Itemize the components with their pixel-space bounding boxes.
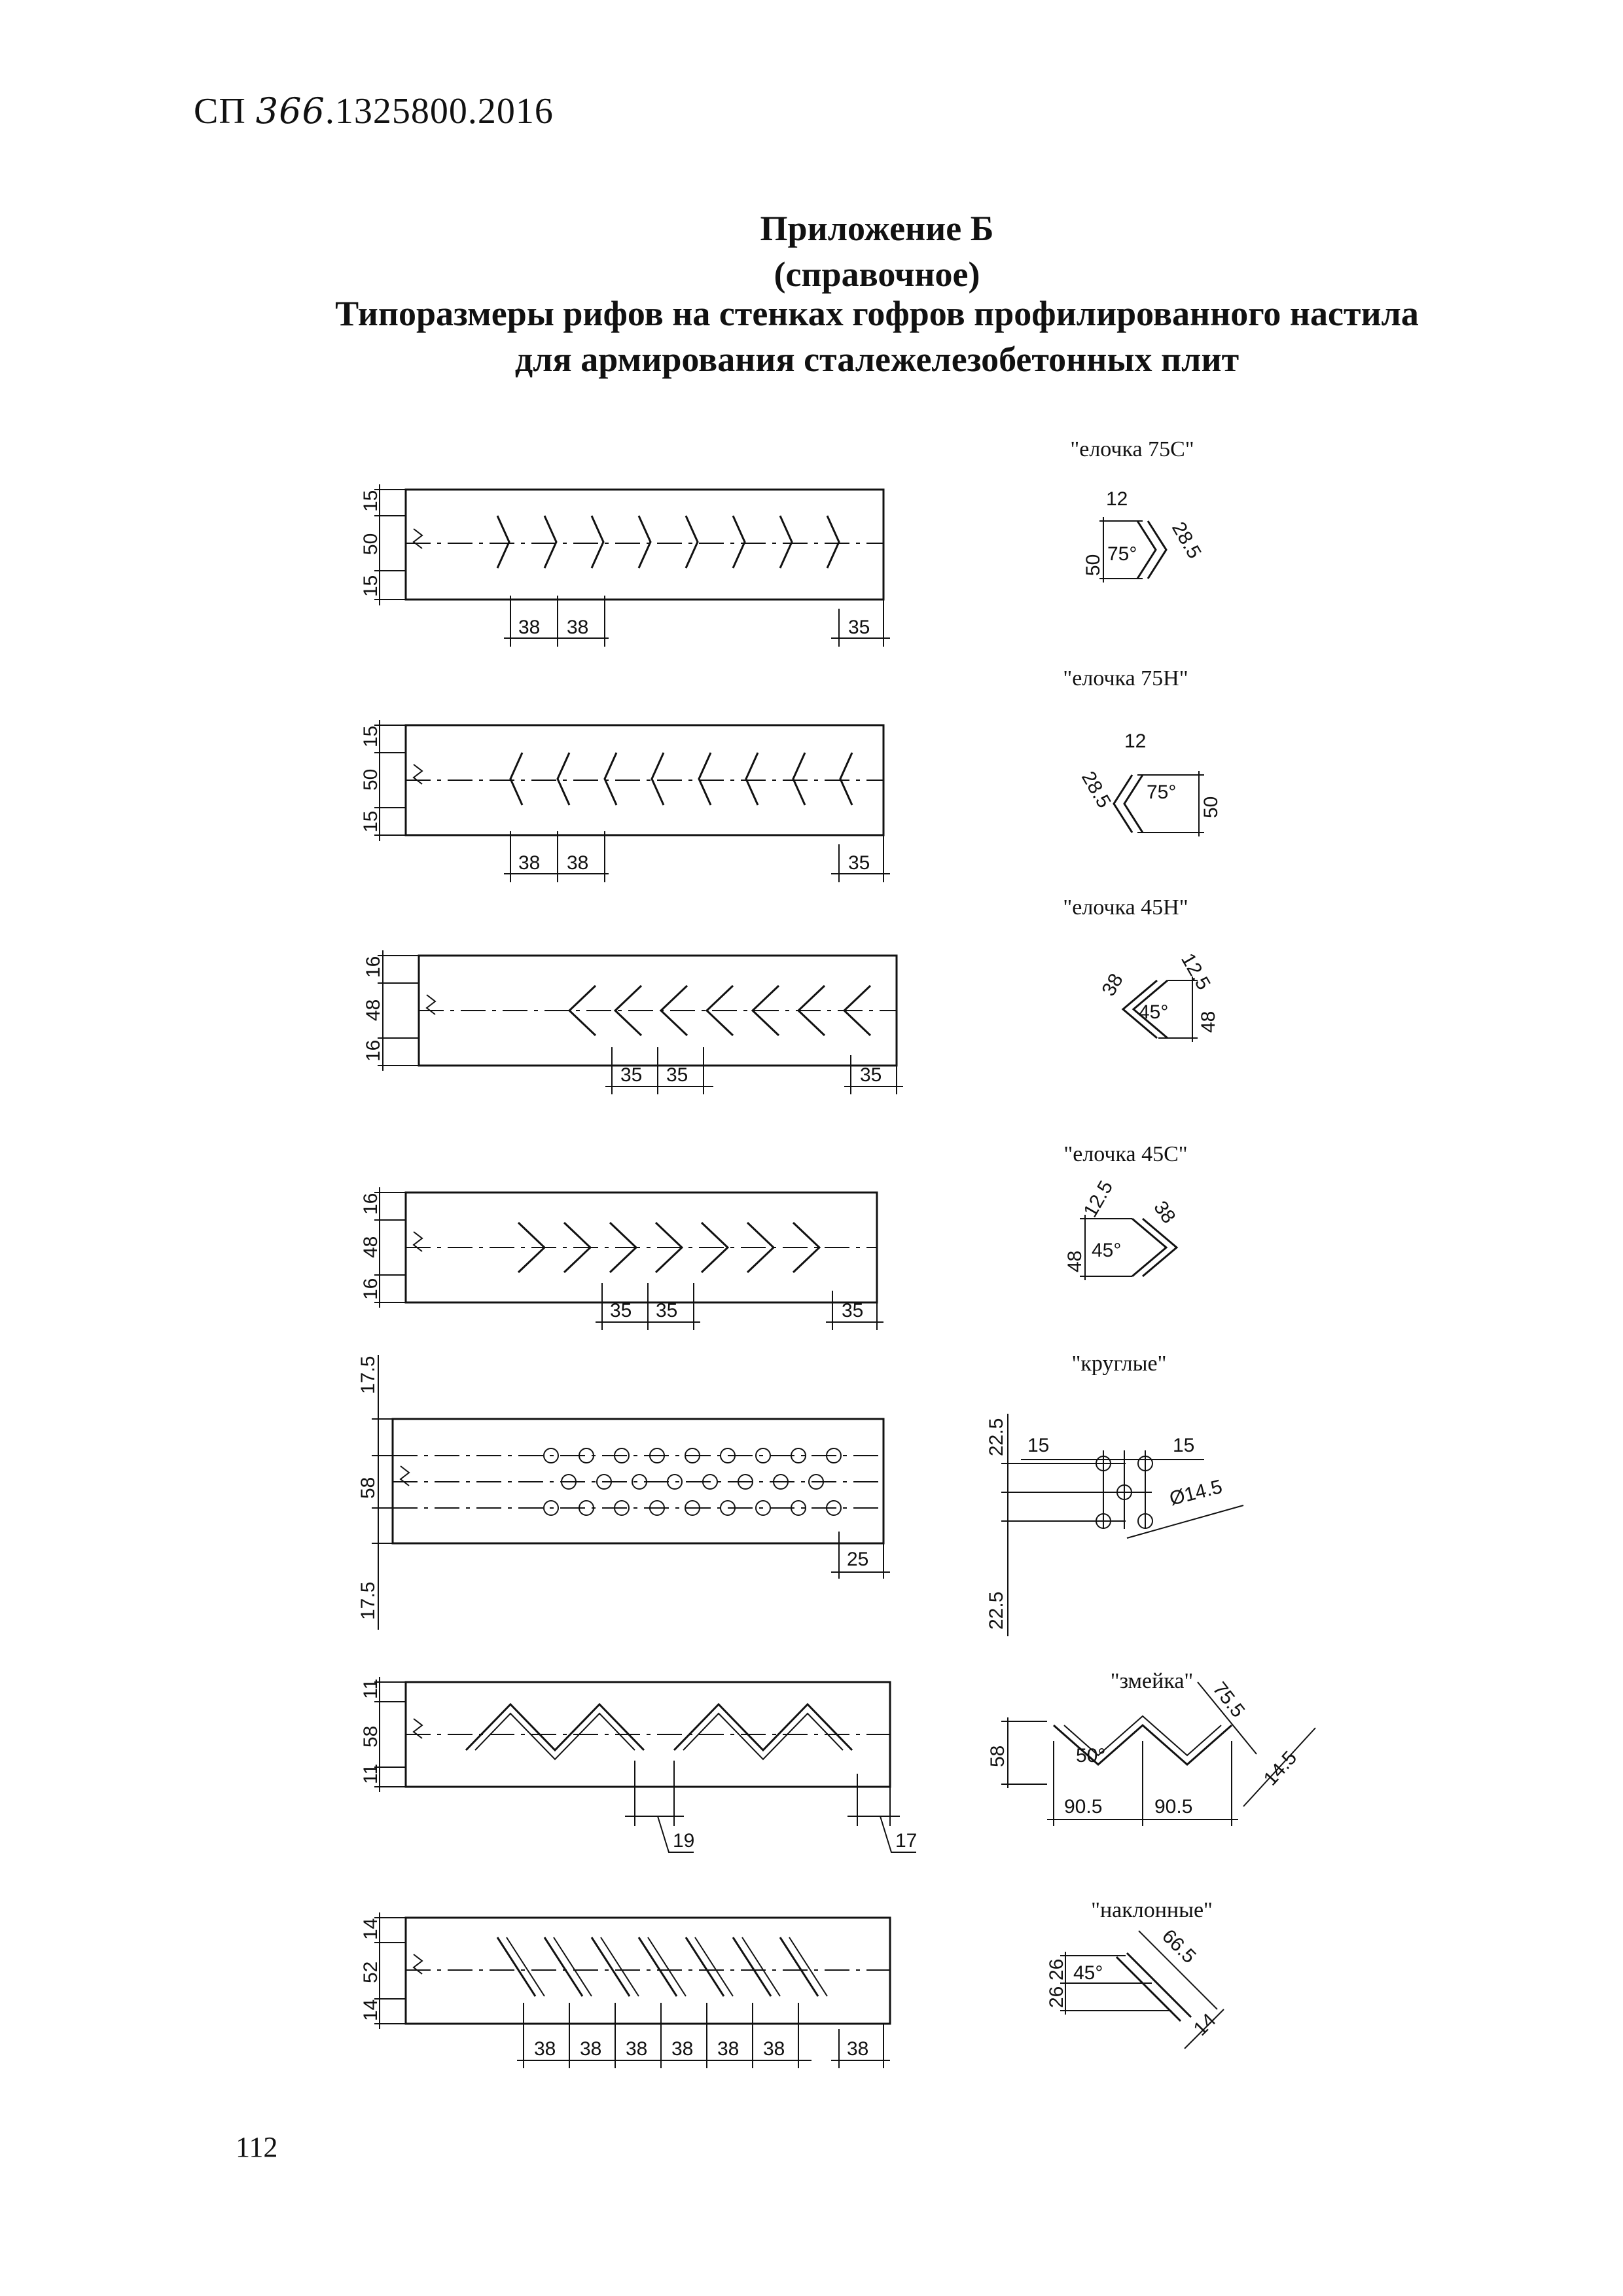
appendix-heading-line2: для армирования сталежелезобетонных плит	[514, 340, 1240, 379]
dim-bottom-4: 38	[671, 2038, 694, 2060]
dim-left-top: 17.5	[357, 1355, 379, 1394]
slant-rib	[497, 1937, 535, 1996]
dim-bottom-2: 17	[895, 1830, 918, 1852]
detail-angle: 50°	[1076, 1745, 1106, 1767]
leader-line	[1127, 1505, 1243, 1538]
dim-left-mid: 48	[360, 1236, 382, 1258]
hole	[668, 1475, 682, 1489]
detail-dim-left: 15	[1027, 1435, 1050, 1456]
break-mark	[427, 995, 435, 1014]
detail-dim-height: 58	[987, 1745, 1008, 1767]
rib	[592, 516, 603, 568]
page-number: 112	[236, 2131, 278, 2163]
slant-rib	[639, 1937, 677, 1996]
slant-rib	[544, 1937, 582, 1996]
detail-dim-length: 28.5	[1077, 768, 1115, 812]
detail-dim-width: 12.5	[1079, 1177, 1118, 1221]
detail-dim-height: 48	[1064, 1250, 1086, 1272]
dim-left-mid: 58	[357, 1477, 379, 1499]
detail-dim-width: 12.5	[1176, 950, 1215, 994]
dim-bottom-5: 38	[717, 2038, 740, 2060]
rib	[793, 753, 805, 805]
dim-left-bot: 11	[360, 1763, 382, 1784]
detail-dim-length: 38	[1149, 1197, 1180, 1228]
slant-rib	[592, 1937, 630, 1996]
dim-left-mid: 48	[363, 999, 384, 1021]
slant-ribs	[497, 1937, 827, 1996]
detail-type-1	[1082, 488, 1205, 583]
drawing-type-2	[360, 720, 1222, 882]
appendix-heading-line1: Типоразмеры рифов на стенках гофров профилированного настила	[335, 294, 1419, 333]
drawing-type-7	[360, 1912, 1224, 2068]
dim-bottom-2: 35	[656, 1300, 678, 1321]
drawing-type-1	[360, 484, 1205, 647]
dim-bottom-3: 35	[848, 852, 870, 874]
rib	[639, 516, 651, 568]
dim-left-mid: 52	[360, 1961, 382, 1983]
detail-type-7	[1046, 1926, 1224, 2049]
caption-type-4: "елочка 45С"	[1063, 1142, 1188, 1166]
detail-rib	[1148, 521, 1166, 579]
dim-left-top: 16	[360, 1193, 382, 1215]
plate-outline	[406, 725, 883, 835]
detail-rib	[1132, 1219, 1166, 1276]
rib	[746, 753, 758, 805]
dim-bottom-1: 38	[518, 852, 541, 874]
break-mark	[401, 1466, 409, 1486]
detail-dim-pitch-2: 90.5	[1154, 1796, 1193, 1818]
detail-dim-pitch-1: 90.5	[1064, 1796, 1103, 1818]
appendix-subtitle: (справочное)	[774, 255, 980, 294]
detail-angle: 45°	[1073, 1962, 1103, 1984]
detail-dim-length: 66.5	[1158, 1925, 1200, 1968]
break-mark	[414, 1232, 422, 1251]
slant-rib-edge	[742, 1937, 780, 1996]
zigzag-rib	[466, 1704, 644, 1750]
detail-dim-width: 12	[1124, 730, 1147, 752]
dim-left-mid: 58	[360, 1725, 382, 1748]
rib	[686, 516, 698, 568]
slant-rib-edge	[507, 1937, 544, 1996]
detail-dim-top: 22.5	[986, 1418, 1007, 1456]
drawing-type-3	[363, 950, 1219, 1094]
dim-left-top: 15	[360, 725, 382, 747]
detail-dim-length: 28.5	[1167, 518, 1205, 563]
break-mark	[414, 764, 422, 784]
detail-rib	[1116, 1957, 1181, 2021]
dim-left-bot: 16	[363, 1039, 384, 1062]
dim-left-top: 16	[363, 956, 384, 978]
rib	[605, 753, 616, 805]
detail-dim-height: 50	[1200, 796, 1222, 818]
dim-left-top: 15	[360, 490, 382, 512]
rib	[510, 753, 522, 805]
detail-dim-diameter: Ø14.5	[1167, 1475, 1224, 1510]
plate-outline	[406, 490, 883, 600]
rib	[652, 753, 664, 805]
dim-bottom-1: 38	[534, 2038, 556, 2060]
slant-rib	[686, 1937, 724, 1996]
dim-left-bot: 15	[360, 575, 382, 597]
rib	[558, 753, 569, 805]
ribs	[497, 516, 839, 568]
code-prefix: СП	[194, 91, 246, 132]
caption-type-7: "наклонные"	[1091, 1898, 1213, 1922]
dim-bottom-3: 35	[842, 1300, 864, 1321]
break-mark	[414, 1954, 422, 1974]
zigzag-rib-inner	[683, 1713, 843, 1759]
detail-angle: 75°	[1147, 781, 1177, 803]
detail-dim-bottom: 26	[1046, 1986, 1067, 2008]
dim-left-top: 11	[360, 1678, 382, 1699]
detail-rib	[1143, 1219, 1177, 1276]
caption-type-3: "елочка 45Н"	[1063, 895, 1188, 920]
dim-bottom-2: 38	[580, 2038, 602, 2060]
dim-bottom-1: 35	[610, 1300, 632, 1321]
detail-dim-height: 48	[1198, 1011, 1219, 1033]
caption-type-5: "круглые"	[1071, 1352, 1167, 1376]
slant-rib-edge	[695, 1937, 733, 1996]
handwritten-number: 366	[255, 90, 325, 132]
dim-bottom-2: 35	[666, 1064, 688, 1086]
slant-rib	[780, 1937, 818, 1996]
dim-left-bot: 16	[360, 1278, 382, 1300]
dim-bottom-2: 38	[567, 852, 589, 874]
rib	[733, 516, 745, 568]
dim-bottom-1: 25	[847, 1549, 869, 1570]
dim-left-bot: 14	[360, 1999, 382, 2021]
slant-dims	[524, 2003, 798, 2068]
dim-bottom-3: 35	[848, 617, 870, 638]
rib	[827, 516, 839, 568]
dim-left-mid: 50	[360, 768, 382, 791]
dim-bottom-3: 35	[860, 1064, 882, 1086]
dim-left-mid: 50	[360, 533, 382, 555]
rib	[780, 516, 792, 568]
detail-dim-right: 15	[1173, 1435, 1195, 1456]
rib	[699, 753, 711, 805]
zigzag-rib-inner	[475, 1713, 635, 1759]
detail-type-3	[1097, 950, 1219, 1042]
dim-bottom-7: 38	[847, 2038, 869, 2060]
detail-angle: 45°	[1139, 1001, 1169, 1023]
caption-type-1: "елочка 75С"	[1070, 437, 1194, 461]
slant-rib-edge	[601, 1937, 639, 1996]
slant-rib-edge	[648, 1937, 686, 1996]
detail-dim-height: 50	[1082, 554, 1104, 576]
zigzag-rib	[674, 1704, 852, 1750]
dim-bottom-3: 38	[626, 2038, 648, 2060]
drawing-type-6	[360, 1677, 1315, 1852]
detail-angle: 75°	[1107, 543, 1137, 565]
detail-dim-top: 26	[1046, 1958, 1067, 1981]
slant-rib	[733, 1937, 771, 1996]
detail-type-6	[987, 1678, 1315, 1826]
code-suffix: .1325800.2016	[325, 91, 554, 132]
dim-bottom-1: 35	[620, 1064, 643, 1086]
dim-left-bot: 15	[360, 810, 382, 833]
rib	[840, 753, 852, 805]
dim-bottom-1: 38	[518, 617, 541, 638]
rib	[497, 516, 509, 568]
caption-type-6: "змейка"	[1110, 1669, 1194, 1693]
rib	[544, 516, 556, 568]
detail-dim-width: 14.5	[1259, 1747, 1302, 1790]
caption-type-2: "елочка 75Н"	[1063, 666, 1188, 691]
dim-left-bot: 17.5	[357, 1581, 379, 1620]
dim-bottom-2: 38	[567, 617, 589, 638]
detail-dim-length: 38	[1097, 970, 1128, 1000]
break-mark	[414, 529, 422, 548]
dim-left-top: 14	[360, 1918, 382, 1940]
ribs	[510, 753, 852, 805]
appendix-title: Приложение Б	[760, 209, 994, 248]
dim-bottom-1: 19	[673, 1830, 695, 1852]
detail-type-2	[1077, 730, 1222, 836]
drawing-type-5	[357, 1355, 1243, 1636]
detail-type-4	[1064, 1177, 1179, 1280]
slant-rib-edge	[554, 1937, 592, 1996]
detail-angle: 45°	[1092, 1240, 1122, 1261]
detail-dim-width: 14	[1189, 2009, 1221, 2040]
break-mark	[414, 1719, 422, 1738]
slant-rib-edge	[789, 1937, 827, 1996]
drawing-type-4	[360, 1177, 1179, 1330]
detail-dim-width: 12	[1106, 488, 1128, 510]
detail-type-5	[986, 1414, 1243, 1636]
detail-rib	[1114, 775, 1132, 833]
detail-dim-bottom: 22.5	[986, 1591, 1007, 1630]
detail-dim-length: 75.5	[1208, 1677, 1249, 1722]
dim-bottom-6: 38	[763, 2038, 785, 2060]
